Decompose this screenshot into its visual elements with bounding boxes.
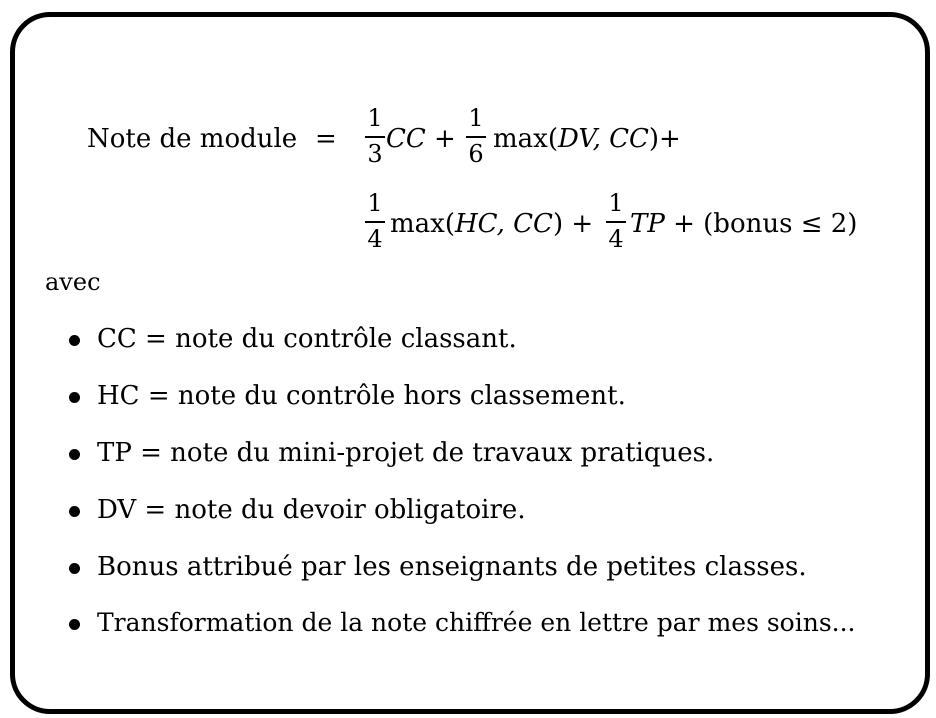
max-close: ) + — [552, 209, 594, 239]
fraction-bar — [606, 221, 626, 223]
list-item-hc: HC = note du contrôle hors classement. — [97, 381, 626, 411]
max-function: max( — [493, 124, 558, 154]
formula-term-cc: CC + — [386, 124, 456, 154]
fraction-bar — [365, 136, 385, 138]
max-args: DV, CC — [557, 124, 649, 154]
max-args: HC, CC — [454, 209, 553, 239]
list-item-cc: CC = note du contrôle classant. — [97, 324, 517, 354]
bullet-icon — [69, 392, 80, 403]
fraction-numerator: 1 — [608, 189, 624, 217]
fraction-bar — [365, 221, 385, 223]
bullet-icon — [69, 619, 80, 630]
formula-tp-bonus — [630, 211, 857, 237]
fraction-denominator: 3 — [367, 140, 383, 168]
formula-max-dv — [493, 126, 681, 152]
list-item-transformation: Transformation de la note chiffrée en lettre par mes soins... — [97, 608, 856, 637]
list-item-dv: DV = note du devoir obligatoire. — [97, 495, 526, 525]
bonus-term: + (bonus ≤ 2) — [664, 209, 858, 239]
avec-label: avec — [45, 268, 101, 296]
list-item-bonus: Bonus attribué par les enseignants de petites classes. — [97, 552, 807, 582]
bullet-icon — [69, 563, 80, 574]
bullet-icon — [69, 449, 80, 460]
bullet-icon — [69, 335, 80, 346]
fraction-denominator: 4 — [608, 225, 624, 253]
fraction-one-third — [364, 106, 386, 166]
formula-equals: = — [315, 124, 337, 154]
formula-lhs: Note de module — [87, 124, 298, 154]
max-function: max( — [390, 209, 455, 239]
fraction-bar — [466, 136, 486, 138]
fraction-one-sixth — [465, 106, 487, 166]
tp-variable: TP — [630, 209, 665, 239]
fraction-numerator: 1 — [367, 104, 383, 132]
fraction-one-quarter-tp — [605, 191, 627, 251]
fraction-numerator: 1 — [367, 189, 383, 217]
fraction-denominator: 6 — [468, 140, 484, 168]
max-close: )+ — [648, 124, 681, 154]
fraction-numerator: 1 — [468, 104, 484, 132]
fraction-denominator: 4 — [367, 225, 383, 253]
list-item-tp: TP = note du mini-projet de travaux pratiques. — [97, 438, 715, 468]
formula-max-hc — [390, 211, 593, 237]
fraction-one-quarter — [364, 191, 386, 251]
bullet-icon — [69, 506, 80, 517]
